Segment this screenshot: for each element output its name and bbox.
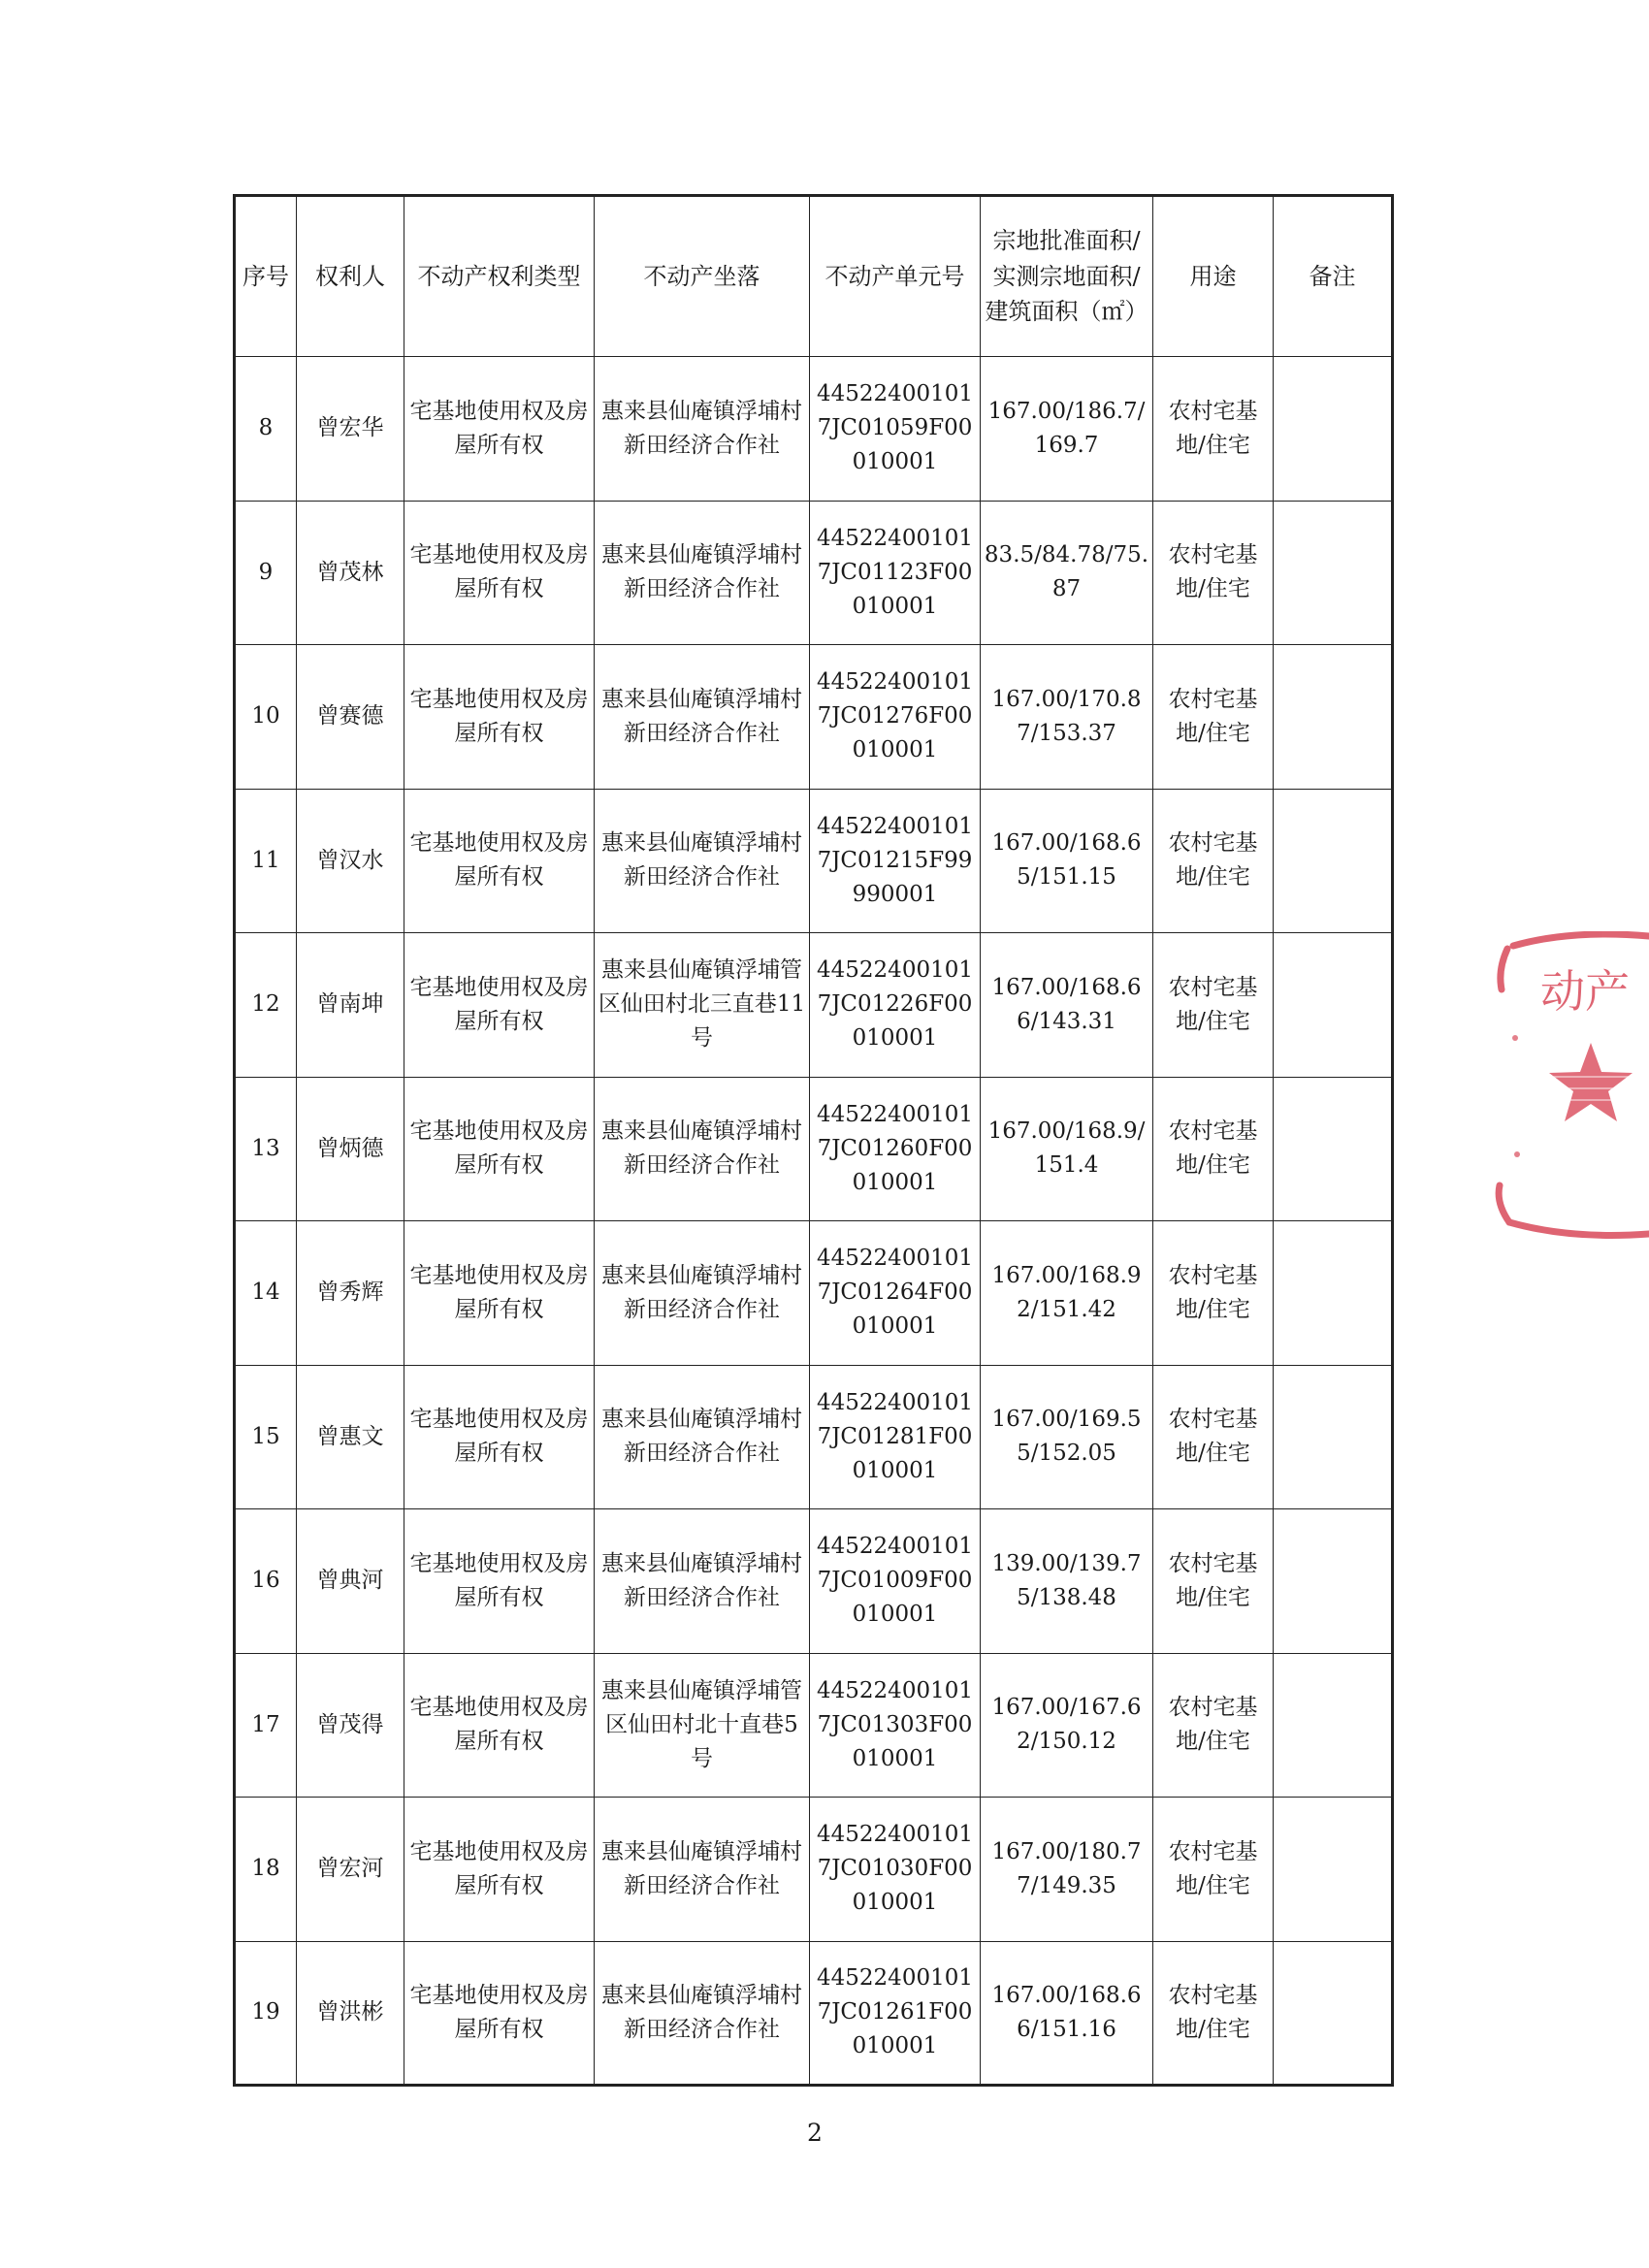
cell-location: 惠来县仙庵镇浮埔管区仙田村北十直巷5号 — [595, 1653, 810, 1798]
cell-usage: 农村宅基地/住宅 — [1153, 645, 1274, 790]
cell-area: 167.00/169.55/152.05 — [981, 1365, 1153, 1509]
cell-remark — [1274, 501, 1393, 645]
cell-remark — [1274, 1653, 1393, 1798]
cell-unit-no: 445224001017JC01215F99990001 — [810, 789, 981, 933]
table-row — [235, 933, 1393, 1078]
cell-usage: 农村宅基地/住宅 — [1153, 789, 1274, 933]
cell-right-type: 宅基地使用权及房屋所有权 — [404, 645, 595, 790]
cell-remark — [1274, 645, 1393, 790]
cell-location: 惠来县仙庵镇浮埔村新田经济合作社 — [595, 1221, 810, 1366]
seal-star — [1549, 1043, 1633, 1121]
cell-area: 167.00/168.9/151.4 — [981, 1077, 1153, 1221]
table-row — [235, 1221, 1393, 1366]
header-usage: 用途 — [1153, 196, 1274, 357]
cell-area: 167.00/168.65/151.15 — [981, 789, 1153, 933]
cell-unit-no: 445224001017JC01226F00010001 — [810, 933, 981, 1078]
cell-seq: 15 — [235, 1365, 297, 1509]
cell-location: 惠来县仙庵镇浮埔村新田经济合作社 — [595, 789, 810, 933]
table-row — [235, 357, 1393, 502]
cell-area: 167.00/180.77/149.35 — [981, 1798, 1153, 1942]
cell-unit-no: 445224001017JC01059F00010001 — [810, 357, 981, 502]
seal-text: 动产 — [1540, 965, 1630, 1018]
header-remark: 备注 — [1274, 196, 1393, 357]
cell-right-type: 宅基地使用权及房屋所有权 — [404, 1509, 595, 1654]
cell-seq: 11 — [235, 789, 297, 933]
cell-right-type: 宅基地使用权及房屋所有权 — [404, 1941, 595, 2086]
cell-owner: 曾宏河 — [297, 1798, 404, 1942]
table-row — [235, 501, 1393, 645]
cell-location: 惠来县仙庵镇浮埔村新田经济合作社 — [595, 1077, 810, 1221]
cell-unit-no: 445224001017JC01276F00010001 — [810, 645, 981, 790]
cell-seq: 13 — [235, 1077, 297, 1221]
table-row — [235, 1941, 1393, 2086]
cell-area: 167.00/168.66/143.31 — [981, 933, 1153, 1078]
cell-location: 惠来县仙庵镇浮埔村新田经济合作社 — [595, 357, 810, 502]
cell-seq: 17 — [235, 1653, 297, 1798]
cell-usage: 农村宅基地/住宅 — [1153, 933, 1274, 1078]
table-row — [235, 645, 1393, 790]
cell-owner: 曾汉水 — [297, 789, 404, 933]
cell-owner: 曾南坤 — [297, 933, 404, 1078]
page-number: 2 — [807, 2119, 823, 2147]
cell-remark — [1274, 789, 1393, 933]
cell-owner: 曾茂林 — [297, 501, 404, 645]
cell-area: 167.00/167.62/150.12 — [981, 1653, 1153, 1798]
header-seq: 序号 — [235, 196, 297, 357]
cell-location: 惠来县仙庵镇浮埔村新田经济合作社 — [595, 1365, 810, 1509]
cell-seq: 10 — [235, 645, 297, 790]
table-row — [235, 1365, 1393, 1509]
header-unit-no: 不动产单元号 — [810, 196, 981, 357]
cell-usage: 农村宅基地/住宅 — [1153, 357, 1274, 502]
cell-right-type: 宅基地使用权及房屋所有权 — [404, 1365, 595, 1509]
cell-remark — [1274, 1941, 1393, 2086]
cell-location: 惠来县仙庵镇浮埔村新田经济合作社 — [595, 1798, 810, 1942]
cell-area: 139.00/139.75/138.48 — [981, 1509, 1153, 1654]
cell-seq: 19 — [235, 1941, 297, 2086]
cell-remark — [1274, 933, 1393, 1078]
header-location: 不动产坐落 — [595, 196, 810, 357]
cell-remark — [1274, 1798, 1393, 1942]
table-row — [235, 1509, 1393, 1654]
cell-area: 167.00/168.66/151.16 — [981, 1941, 1153, 2086]
table-row — [235, 1653, 1393, 1798]
header-right-type: 不动产权利类型 — [404, 196, 595, 357]
cell-location: 惠来县仙庵镇浮埔管区仙田村北三直巷11号 — [595, 933, 810, 1078]
cell-usage: 农村宅基地/住宅 — [1153, 1077, 1274, 1221]
cell-right-type: 宅基地使用权及房屋所有权 — [404, 789, 595, 933]
cell-usage: 农村宅基地/住宅 — [1153, 1798, 1274, 1942]
property-registry-table — [233, 194, 1394, 2087]
cell-right-type: 宅基地使用权及房屋所有权 — [404, 1653, 595, 1798]
cell-location: 惠来县仙庵镇浮埔村新田经济合作社 — [595, 501, 810, 645]
cell-location: 惠来县仙庵镇浮埔村新田经济合作社 — [595, 645, 810, 790]
cell-area: 83.5/84.78/75.87 — [981, 501, 1153, 645]
cell-remark — [1274, 1077, 1393, 1221]
cell-seq: 12 — [235, 933, 297, 1078]
cell-unit-no: 445224001017JC01281F00010001 — [810, 1365, 981, 1509]
cell-usage: 农村宅基地/住宅 — [1153, 1653, 1274, 1798]
cell-right-type: 宅基地使用权及房屋所有权 — [404, 933, 595, 1078]
table-row — [235, 789, 1393, 933]
cell-unit-no: 445224001017JC01260F00010001 — [810, 1077, 981, 1221]
cell-owner: 曾秀辉 — [297, 1221, 404, 1366]
official-seal-stamp — [1494, 931, 1649, 1251]
cell-seq: 18 — [235, 1798, 297, 1942]
cell-unit-no: 445224001017JC01303F00010001 — [810, 1653, 981, 1798]
cell-remark — [1274, 1365, 1393, 1509]
cell-usage: 农村宅基地/住宅 — [1153, 1509, 1274, 1654]
header-area: 宗地批准面积/实测宗地面积/建筑面积（㎡） — [981, 196, 1153, 357]
cell-area: 167.00/186.7/169.7 — [981, 357, 1153, 502]
cell-owner: 曾宏华 — [297, 357, 404, 502]
cell-owner: 曾炳德 — [297, 1077, 404, 1221]
cell-right-type: 宅基地使用权及房屋所有权 — [404, 1077, 595, 1221]
cell-location: 惠来县仙庵镇浮埔村新田经济合作社 — [595, 1941, 810, 2086]
cell-owner: 曾洪彬 — [297, 1941, 404, 2086]
cell-usage: 农村宅基地/住宅 — [1153, 1221, 1274, 1366]
cell-owner: 曾茂得 — [297, 1653, 404, 1798]
cell-unit-no: 445224001017JC01009F00010001 — [810, 1509, 981, 1654]
cell-unit-no: 445224001017JC01261F00010001 — [810, 1941, 981, 2086]
cell-seq: 9 — [235, 501, 297, 645]
cell-right-type: 宅基地使用权及房屋所有权 — [404, 1221, 595, 1366]
cell-right-type: 宅基地使用权及房屋所有权 — [404, 1798, 595, 1942]
cell-unit-no: 445224001017JC01123F00010001 — [810, 501, 981, 645]
table-header-row — [235, 196, 1393, 357]
cell-usage: 农村宅基地/住宅 — [1153, 1365, 1274, 1509]
cell-seq: 8 — [235, 357, 297, 502]
cell-seq: 14 — [235, 1221, 297, 1366]
cell-unit-no: 445224001017JC01264F00010001 — [810, 1221, 981, 1366]
cell-unit-no: 445224001017JC01030F00010001 — [810, 1798, 981, 1942]
cell-remark — [1274, 1509, 1393, 1654]
cell-owner: 曾赛德 — [297, 645, 404, 790]
cell-owner: 曾典河 — [297, 1509, 404, 1654]
cell-owner: 曾惠文 — [297, 1365, 404, 1509]
cell-usage: 农村宅基地/住宅 — [1153, 501, 1274, 645]
cell-seq: 16 — [235, 1509, 297, 1654]
cell-location: 惠来县仙庵镇浮埔村新田经济合作社 — [595, 1509, 810, 1654]
table-row — [235, 1798, 1393, 1942]
cell-remark — [1274, 357, 1393, 502]
table-row — [235, 1077, 1393, 1221]
header-owner: 权利人 — [297, 196, 404, 357]
cell-area: 167.00/168.92/151.42 — [981, 1221, 1153, 1366]
cell-right-type: 宅基地使用权及房屋所有权 — [404, 501, 595, 645]
cell-remark — [1274, 1221, 1393, 1366]
cell-right-type: 宅基地使用权及房屋所有权 — [404, 357, 595, 502]
cell-usage: 农村宅基地/住宅 — [1153, 1941, 1274, 2086]
cell-area: 167.00/170.87/153.37 — [981, 645, 1153, 790]
